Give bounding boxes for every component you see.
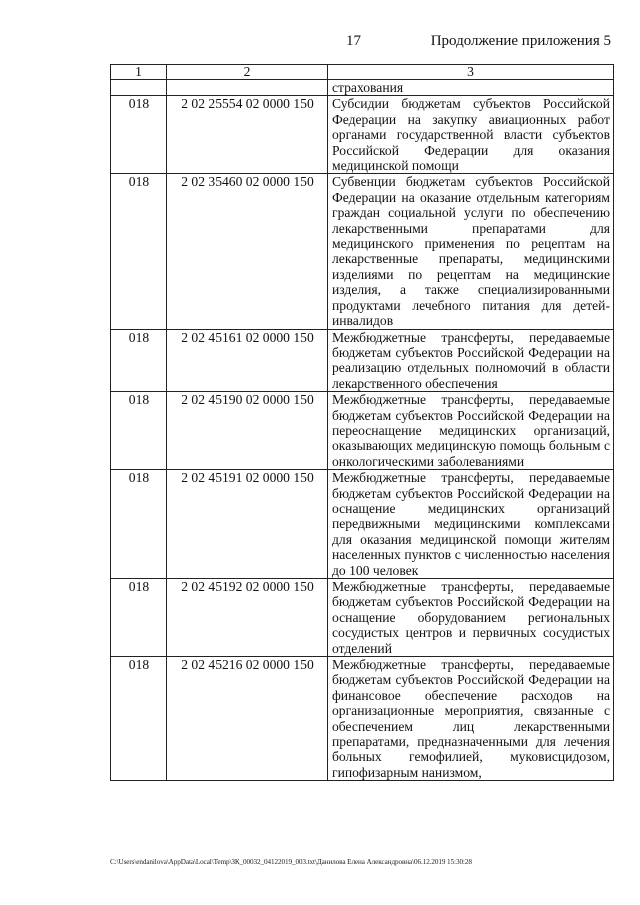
table-row — [111, 392, 614, 470]
description-cell: Межбюджетные трансферты, передаваемые бюджетам субъектов Российской Федерации на финансовое обеспечение расходов на организационные мероприятия, связанные с обеспечением лиц лекарственными препаратами, предназначенными для лечения больных гемофилией, муковисцидозом, гипофизарным нанизмом, — [328, 657, 614, 781]
revenue-code-cell: 2 02 45191 02 0000 150 — [167, 470, 328, 579]
admin-code-cell: 018 — [111, 579, 167, 657]
admin-code-cell: 018 — [111, 657, 167, 781]
revenue-code-cell: 2 02 45192 02 0000 150 — [167, 579, 328, 657]
revenue-code-cell: 2 02 35460 02 0000 150 — [167, 174, 328, 329]
column-header-3: 3 — [328, 65, 614, 80]
admin-code-cell: 018 — [111, 96, 167, 174]
table-row — [111, 80, 614, 96]
table-row — [111, 579, 614, 657]
revenue-code-cell — [167, 80, 328, 96]
table-row — [111, 470, 614, 579]
description-cell: Субсидии бюджетам субъектов Российской Федерации на закупку авиационных работ органами государственной власти субъектов Российской Федерации для оказания медицинской помощи — [328, 96, 614, 174]
revenue-code-cell: 2 02 45161 02 0000 150 — [167, 329, 328, 392]
table-row — [111, 329, 614, 392]
admin-code-cell: 018 — [111, 329, 167, 392]
revenue-code-cell: 2 02 45216 02 0000 150 — [167, 657, 328, 781]
admin-code-cell: 018 — [111, 174, 167, 329]
table-header-row — [111, 65, 614, 80]
revenue-code-cell: 2 02 25554 02 0000 150 — [167, 96, 328, 174]
description-cell: страхования — [328, 80, 614, 96]
footer-file-path: C:\Users\endanilova\AppData\Local\Temp\ЗК_00032_04122019_003.txt\Данилова Елена Александровна\06.12.2019 15:30:28 — [110, 858, 472, 866]
column-header-2: 2 — [167, 65, 328, 80]
description-cell: Межбюджетные трансферты, передаваемые бюджетам субъектов Российской Федерации на переоснащение медицинских организаций, оказывающих медицинскую помощь больным с онкологическими заболеваниями — [328, 392, 614, 470]
page-caption: Продолжение приложения 5 — [430, 33, 611, 49]
table-row — [111, 96, 614, 174]
column-header-1: 1 — [111, 65, 167, 80]
admin-code-cell — [111, 80, 167, 96]
page-number: 17 — [346, 33, 361, 49]
description-cell: Межбюджетные трансферты, передаваемые бюджетам субъектов Российской Федерации на оснащение медицинских организаций передвижными медицинскими комплексами для оказания медицинской помощи жителям населенных пунктов с численностью населения до 100 человек — [328, 470, 614, 579]
admin-code-cell: 018 — [111, 392, 167, 470]
description-cell: Межбюджетные трансферты, передаваемые бюджетам субъектов Российской Федерации на оснащение оборудованием региональных сосудистых центров и первичных сосудистых отделений — [328, 579, 614, 657]
table-row — [111, 657, 614, 781]
revenue-code-cell: 2 02 45190 02 0000 150 — [167, 392, 328, 470]
admin-code-cell: 018 — [111, 470, 167, 579]
table-row — [111, 174, 614, 329]
budget-table — [110, 64, 614, 781]
description-cell: Субвенции бюджетам субъектов Российской Федерации на оказание отдельным категориям граждан социальной услуги по обеспечению лекарственными препаратами для медицинского применения по рецептам на лекарственные препараты, медицинскими изделиями по рецептам на медицинские изделия, а также специализированными продуктами лечебного питания для детей-инвалидов — [328, 174, 614, 329]
description-cell: Межбюджетные трансферты, передаваемые бюджетам субъектов Российской Федерации на реализацию отдельных полномочий в области лекарственного обеспечения — [328, 329, 614, 392]
